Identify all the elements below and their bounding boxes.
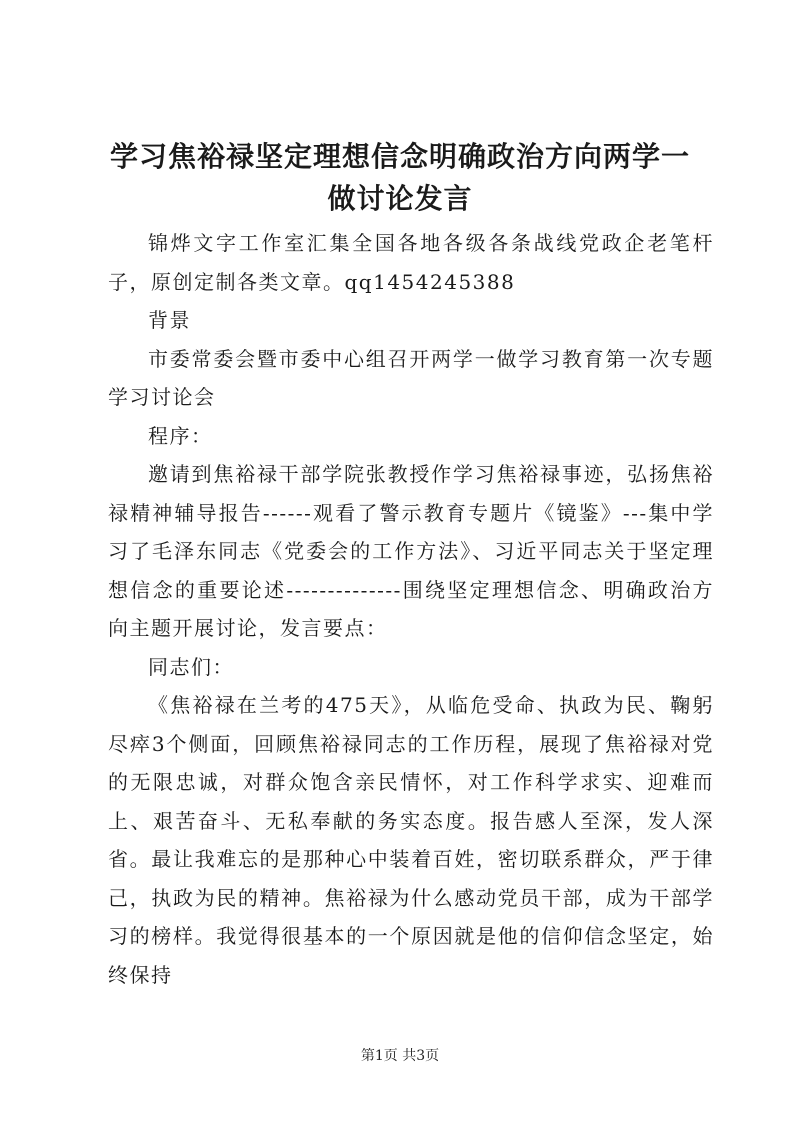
intro-paragraph: 锦烨文字工作室汇集全国各地各级各条战线党政企老笔杆子，原创定制各类文章。qq1454245388	[108, 231, 714, 294]
document-body	[108, 224, 714, 994]
page-footer: 第1页 共3页	[360, 1048, 440, 1064]
document-title: 学习焦裕禄坚定理想信念明确政治方向两学一做讨论发言	[109, 140, 690, 215]
section-heading-background: 背景	[148, 308, 191, 332]
salutation: 同志们：	[148, 654, 234, 679]
background-paragraph: 市委常委会暨市委中心组召开两学一做学习教育第一次专题学习讨论会	[108, 346, 714, 409]
procedure-paragraph: 邀请到焦裕禄干部学院张教授作学习焦裕禄事迹，弘扬焦裕禄精神辅导报告------观看了警示教育专题片《镜鉴》---集中学习了毛泽东同志《党委会的工作方法》、习近平同志关于坚定理想信念的重要论述--------------围绕坚定理想信念、明确政治方向主题开展讨论，发言要点：	[108, 462, 714, 640]
speech-paragraph: 《焦裕禄在兰考的475天》，从临危受命、执政为民、鞠躬尽瘁3个侧面，回顾焦裕禄同志的工作历程，展现了焦裕禄对党的无限忠诚，对群众饱含亲民情怀，对工作科学求实、迎难而上、艰苦奋斗、无私奉献的务实态度。报告感人至深，发人深省。最让我难忘的是那种心中装着百姓，密切联系群众，严于律己，执政为民的精神。焦裕禄为什么感动党员干部，成为干部学习的榜样。我觉得很基本的一个原因就是他的信仰信念坚定，始终保持	[108, 693, 714, 987]
section-heading-procedure: 程序：	[148, 423, 213, 448]
